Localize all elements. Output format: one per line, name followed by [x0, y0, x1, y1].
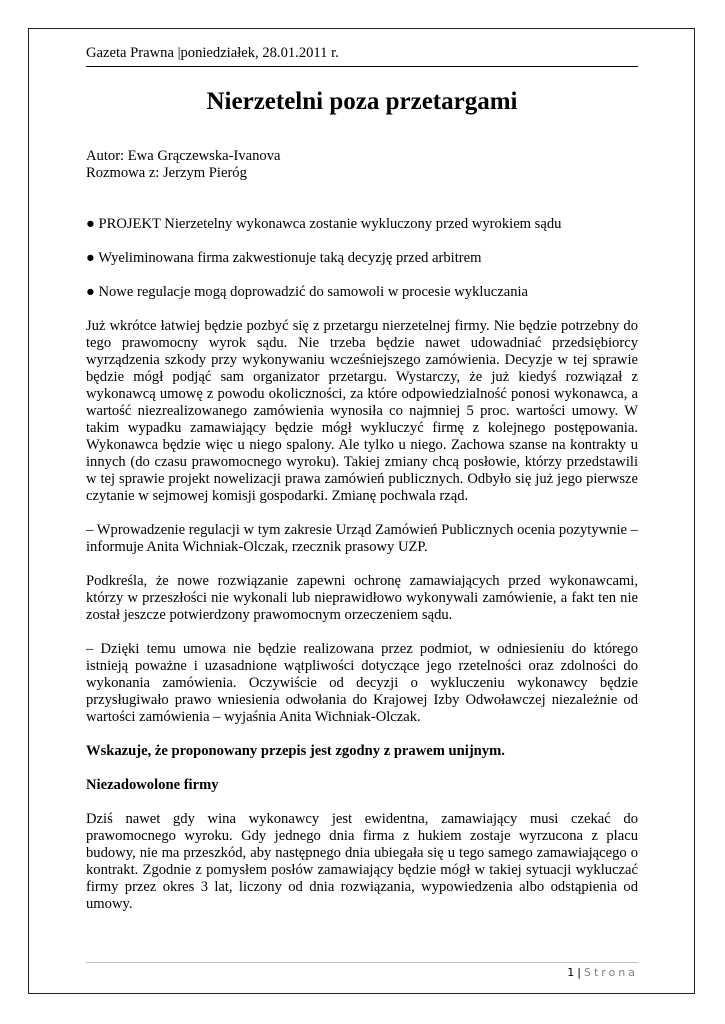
author-line: Autor: Ewa Grączewska-Ivanova [86, 148, 281, 164]
bullet-item: ● Nowe regulacje mogą doprowadzić do samowoli w procesie wykluczania [86, 284, 529, 300]
header-rule [86, 66, 638, 67]
article-title: Nierzetelni poza przetargami [206, 88, 518, 115]
bullet-item: ● Wyeliminowana firma zakwestionuje taką decyzję przed arbitrem [86, 250, 482, 266]
body-paragraph: Dziś nawet gdy wina wykonawcy jest ewidentna, zamawiający musi czekać do prawomocnego wyroku. Gdy jednego dnia firma z hukiem zostaje wyrzucona z placu budowy, nie ma przeszkód, aby następnego dnia ubiegała się u tego samego zamawiającego o kontrakt. Zgodnie z pomysłem posłów zamawiający będzie mógł w takiej sytuacji wykluczać firmy przez okres 3 lat, liczony od dnia rozwiązania, wypowiedzenia albo odstąpienia od umowy. [86, 811, 638, 912]
article-body [86, 148, 638, 930]
body-paragraph: Podkreśla, że nowe rozwiązanie zapewni ochronę zamawiających przed wykonawcami, którzy w przeszłości nie wykonali lub nieprawidłowo wykonywali zamówienie, a fakt ten nie został jeszcze potwierdzony prawomocnym orzeczeniem sądu. [86, 573, 638, 623]
body-paragraph: – Wprowadzenie regulacji w tym zakresie Urząd Zamówień Publicznych ocenia pozytywnie – informuje Anita Wichniak-Olczak, rzecznik prasowy UZP. [86, 522, 638, 555]
section-subheading: Niezadowolone firmy [86, 777, 219, 793]
footer-separator: | [577, 966, 581, 979]
page-footer [567, 966, 638, 980]
bullet-item: ● PROJEKT Nierzetelny wykonawca zostanie wykluczony przed wyrokiem sądu [86, 216, 562, 232]
interview-line: Rozmowa z: Jerzym Pieróg [86, 165, 247, 181]
footer-rule [86, 962, 638, 963]
body-paragraph: Już wkrótce łatwiej będzie pozbyć się z przetargu nierzetelnej firmy. Nie będzie potrzebny do tego prawomocny wyrok sądu. Nie trzeba będzie nawet udowadniać przedsiębiorcy wyrządzenia szkody przy wykonywaniu wcześniejszego zamówienia. Decyzje w tej sprawie będzie mógł podjąć sam organizator przetargu. Wystarczy, że już kiedyś rozwiązał z wykonawcą umowę z powodu okoliczności, za które odpowiedzialność ponosi wykonawca, a wartość niezrealizowanego zamówienia wynosiła co najmniej 5 proc. wartości umowy. W takim wypadku zamawiający będzie mógł wykluczyć firmę z kolejnego postępowania. Wykonawca będzie więc u niego spalony. Ale tylko u niego. Zachowa szanse na kontrakty u innych (do czasu prawomocnego wyroku). Takiej zmiany chcą posłowie, którzy przedstawili w tej sprawie projekt nowelizacji prawa zamówień publicznych. Odbyło się już jego pierwsze czytanie w sejmowej komisji gospodarki. Zmianę pochwala rząd. [86, 318, 638, 504]
page-word: Strona [583, 966, 638, 979]
page-number: 1 [567, 966, 575, 979]
body-paragraph: – Dzięki temu umowa nie będzie realizowana przez podmiot, w odniesieniu do którego istnieją poważne i uzasadnione wątpliwości dotyczące jego rzetelności oraz zdolności do wykonania zamówienia. Oczywiście od decyzji o wykluczeniu wykonawcy będzie przysługiwało prawo wniesienia odwołania do Krajowej Izby Odwoławczej niezależnie od wartości zamówienia – wyjaśnia Anita Wichniak-Olczak. [86, 641, 638, 725]
article-meta [86, 148, 638, 182]
running-header: Gazeta Prawna |poniedziałek, 28.01.2011 r. [86, 45, 339, 61]
emphasis-paragraph: Wskazuje, że proponowany przepis jest zgodny z prawem unijnym. [86, 743, 505, 759]
